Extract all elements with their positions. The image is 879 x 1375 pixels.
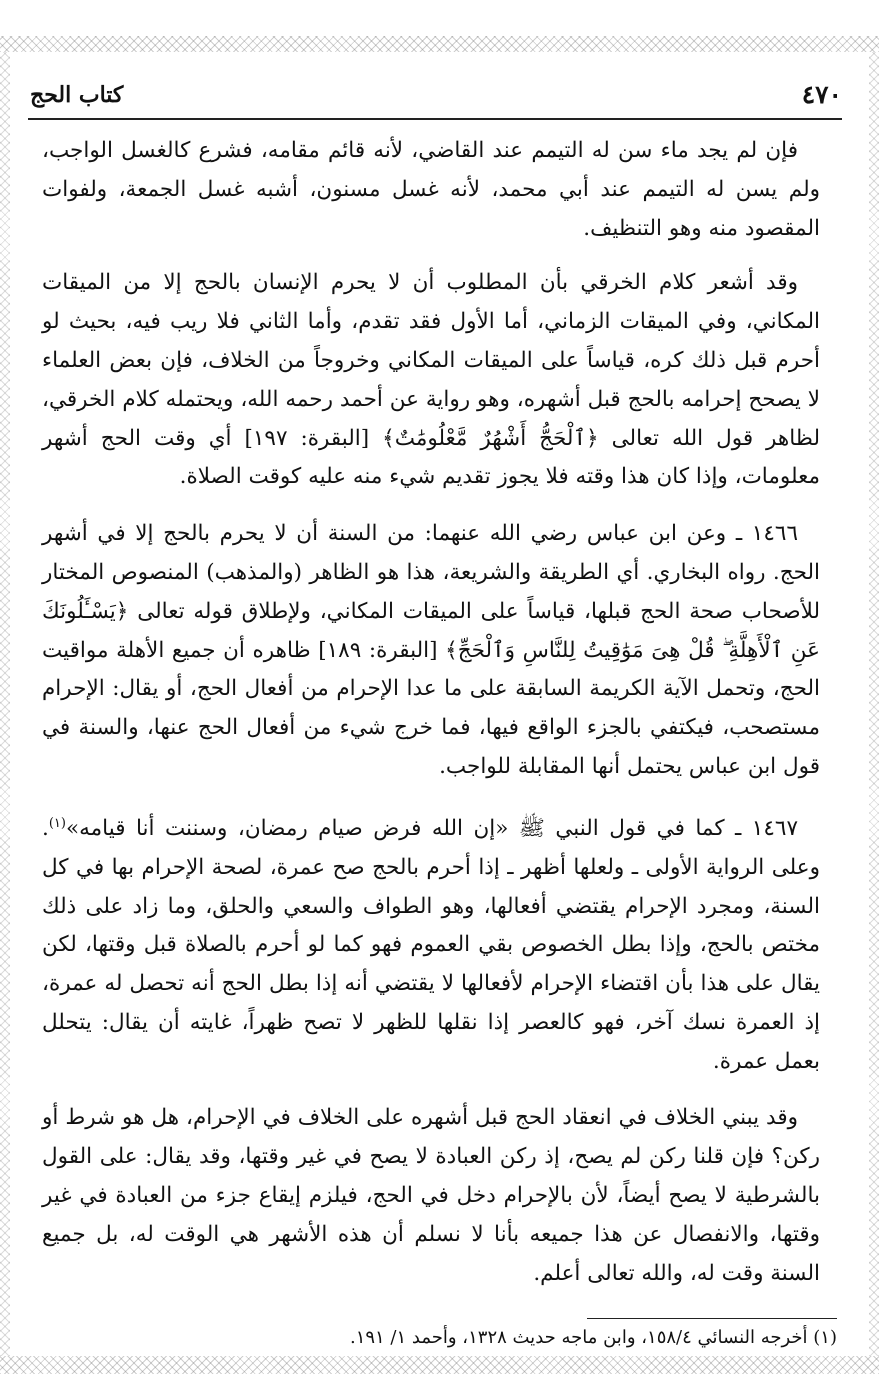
paragraph: ١٤٦٦ ـ وعن ابن عباس رضي الله عنهما: من السنة أن لا يحرم بالحج إلا في أشهر الحج. رواه البخاري. أي الطريقة والشريعة، هذا هو الظاهر (والمذهب) المنصوص المختار للأصحاب صحة الحج قبلها، قياساً على الميقات المكاني، ولإطلاق قوله تعالى ﴿يَسْـَٔلُونَكَ عَنِ ٱلْأَهِلَّةِ ۖ قُلْ هِىَ مَوَٰقِيتُ لِلنَّاسِ وَٱلْحَجِّ﴾ [البقرة: ١٨٩] ظاهره أن جميع الأهلة مواقيت الحج، وتحمل الآية الكريمة السابقة على ما عدا الإحرام من أفعال الحج، أو يقال: الإحرام مستصحب، فيكتفي بالجزء الواقع فيها، فما خرج شيء من أفعال الحج عنها، والسنة في قول ابن عباس يحتمل أنها المقابلة للواجب. xyxy=(42,521,821,779)
decorative-border-left xyxy=(0,52,10,1356)
footnote-marker: (١) xyxy=(48,815,66,831)
paragraph xyxy=(42,805,820,1082)
paragraph: وقد أشعر كلام الخرقي بأن المطلوب أن لا يحرم الإنسان بالحج إلا من الميقات المكاني، وفي الميقات الزماني، أما الأول فقد تقدم، وأما الثاني فلا ريب فيه، بحيث لو أحرم قبل ذلك كره، قياساً على الميقات المكاني وخروجاً من الخلاف، فإن بعض العلماء لا يصحح إحرامه بالحج قبل أشهره، وهو رواية عن أحمد رحمه الله، ويحتمله كلام الخرقي، لظاهر قول الله تعالى ﴿ٱلْحَجُّ أَشْهُرٌ مَّعْلُومَٰتٌ﴾ [البقرة: ١٩٧] أي وقت الحج أشهر معلومات، وإذا كان هذا وقته فلا يجوز تقديم شيء منه عليه كوقت الصلاة. xyxy=(42,270,820,490)
header-rule xyxy=(28,118,842,120)
paragraph-text: . وعلى الرواية الأولى ـ ولعلها أظهر ـ إذا أحرم بالحج صح عمرة، لصحة الإحرام بها في كل السنة، ومجرد الإحرام يقتضي أفعالها، وهو الطواف والسعي والحلق، وما زاد على ذلك مختص بالحج، وإذا بطل الخصوص بقي العموم فهو كما لو أحرم بالصلاة قبل وقتها، لكن يقال على هذا بأن اقتضاء الإحرام لأفعالها لا يقتضي أنه إذا بطل الحج أنه تحصل له عمرة، إذ العمرة نسك آخر، فهو كالعصر إذا نقلها للظهر لا تصح ظهراً، غايته أن يقال: يتحلل بعمل عمرة. xyxy=(42,815,820,1074)
paragraph: فإن لم يجد ماء سن له التيمم عند القاضي، لأنه قائم مقامه، فشرع كالغسل الواجب، ولم يسن له التيمم عند أبي محمد، لأنه غسل مسنون، أشبه غسل الجمعة، ولفوات المقصود منه وهو التنظيف. xyxy=(42,138,820,241)
page-body xyxy=(42,132,820,1311)
page-number: ٤٧٠ xyxy=(801,80,842,109)
footnote-rule xyxy=(587,1318,837,1319)
book-title: كتاب الحج xyxy=(30,82,124,108)
paragraph-text: ١٤٦٧ ـ كما في قول النبي ﷺ «إن الله فرض صيام رمضان، وسننت أنا قيامه» xyxy=(65,815,798,841)
decorative-border-top xyxy=(0,36,879,52)
paragraph: وقد يبني الخلاف في انعقاد الحج قبل أشهره على الخلاف في الإحرام، هل هو شرط أو ركن؟ فإن قلنا ركن لم يصح، إذ ركن العبادة لا يصح في غير وقتها، وقد يقال: على القول بالشرطية لا يصح أيضاً، لأن بالإحرام دخل في الحج، فيلزم إيقاع جزء من العبادة في غير وقتها، والانفصال عن هذا جميعه بأنا لا نسلم أن هذه الأشهر هي الوقت له، بل جميع السنة وقت له، والله تعالى أعلم. xyxy=(42,1105,820,1286)
decorative-border-right xyxy=(869,52,879,1356)
page-header xyxy=(30,80,842,114)
footnote: (١) أخرجه النسائي ١٥٨/٤، وابن ماجه حديث ١٣٢٨، وأحمد ١/ ١٩١. xyxy=(349,1327,837,1348)
decorative-border-bottom xyxy=(0,1356,879,1374)
